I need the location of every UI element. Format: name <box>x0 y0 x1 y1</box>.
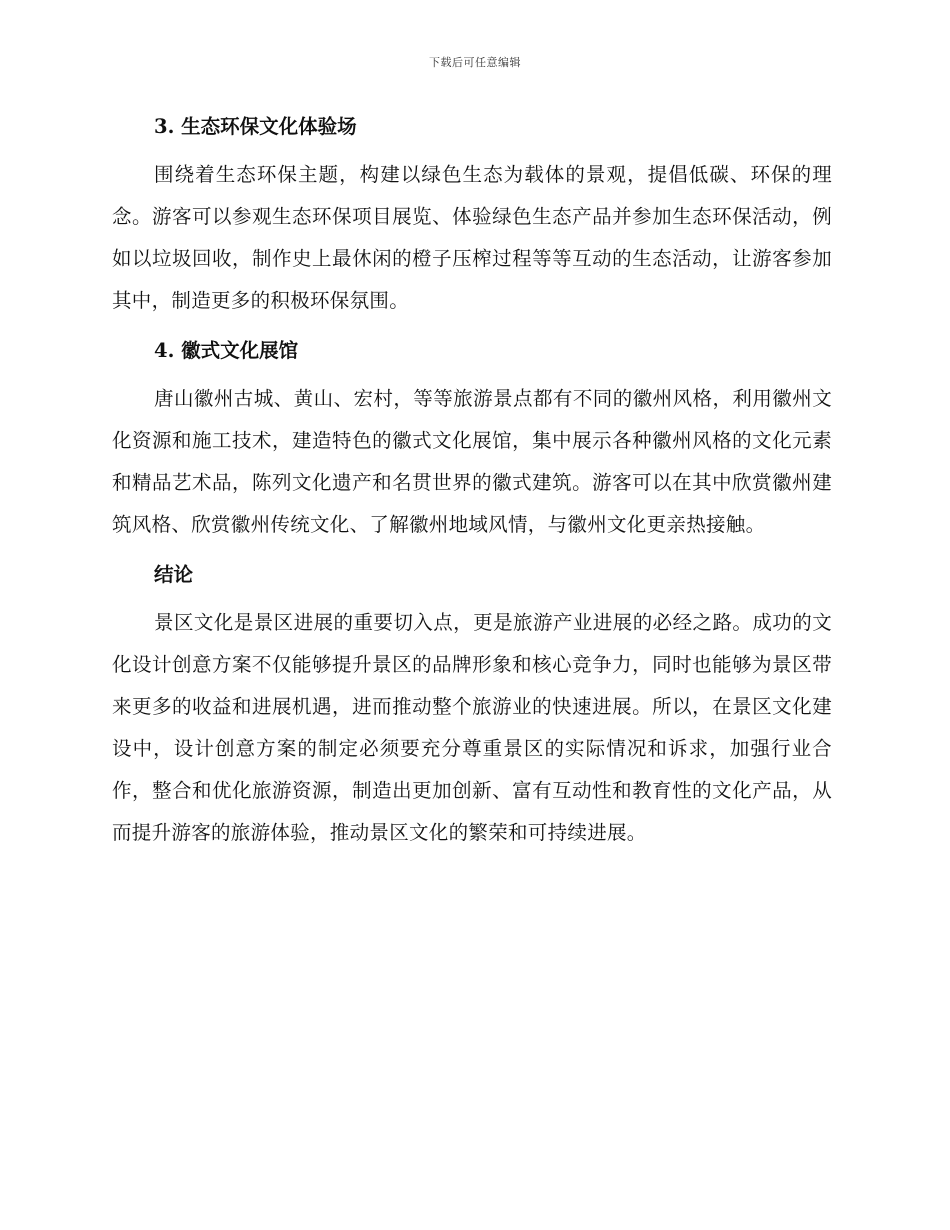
section-heading-eco-experience: 3. 生态环保文化体验场 <box>154 115 357 138</box>
section-heading-conclusion: 结论 <box>154 563 194 586</box>
section-paragraph-hui-culture-hall: 唐山徽州古城、黄山、宏村，等等旅游景点都有不同的徽州风格，利用徽州文化资源和施工技术，建造特色的徽式文化展馆，集中展示各种徽州风格的文化元素和精品艺术品，陈列文化遗产和名贯世界的徽式建筑。游客可以在其中欣赏徽州建筑风格、欣赏徽州传统文化、了解徽州地域风情，与徽州文化更亲热接触。 <box>112 387 832 536</box>
section-paragraph-eco-experience: 围绕着生态环保主题，构建以绿色生态为载体的景观，提倡低碳、环保的理念。游客可以参观生态环保项目展览、体验绿色生态产品并参加生态环保活动，例如以垃圾回收，制作史上最休闲的橙子压榨过程等等互动的生态活动，让游客参加其中，制造更多的积极环保氛围。 <box>112 163 832 312</box>
document-body <box>112 112 832 854</box>
page-header: 下载后可任意编辑 <box>429 56 521 69</box>
section-paragraph-conclusion: 景区文化是景区进展的重要切入点，更是旅游产业进展的必经之路。成功的文化设计创意方案不仅能够提升景区的品牌形象和核心竞争力，同时也能够为景区带来更多的收益和进展机遇，进而推动整个旅游业的快速进展。所以，在景区文化建设中，设计创意方案的制定必须要充分尊重景区的实际情况和诉求，加强行业合作，整合和优化旅游资源，制造出更加创新、富有互动性和教育性的文化产品，从而提升游客的旅游体验，推动景区文化的繁荣和可持续进展。 <box>112 611 832 844</box>
section-heading-hui-culture-hall: 4. 徽式文化展馆 <box>154 339 299 362</box>
